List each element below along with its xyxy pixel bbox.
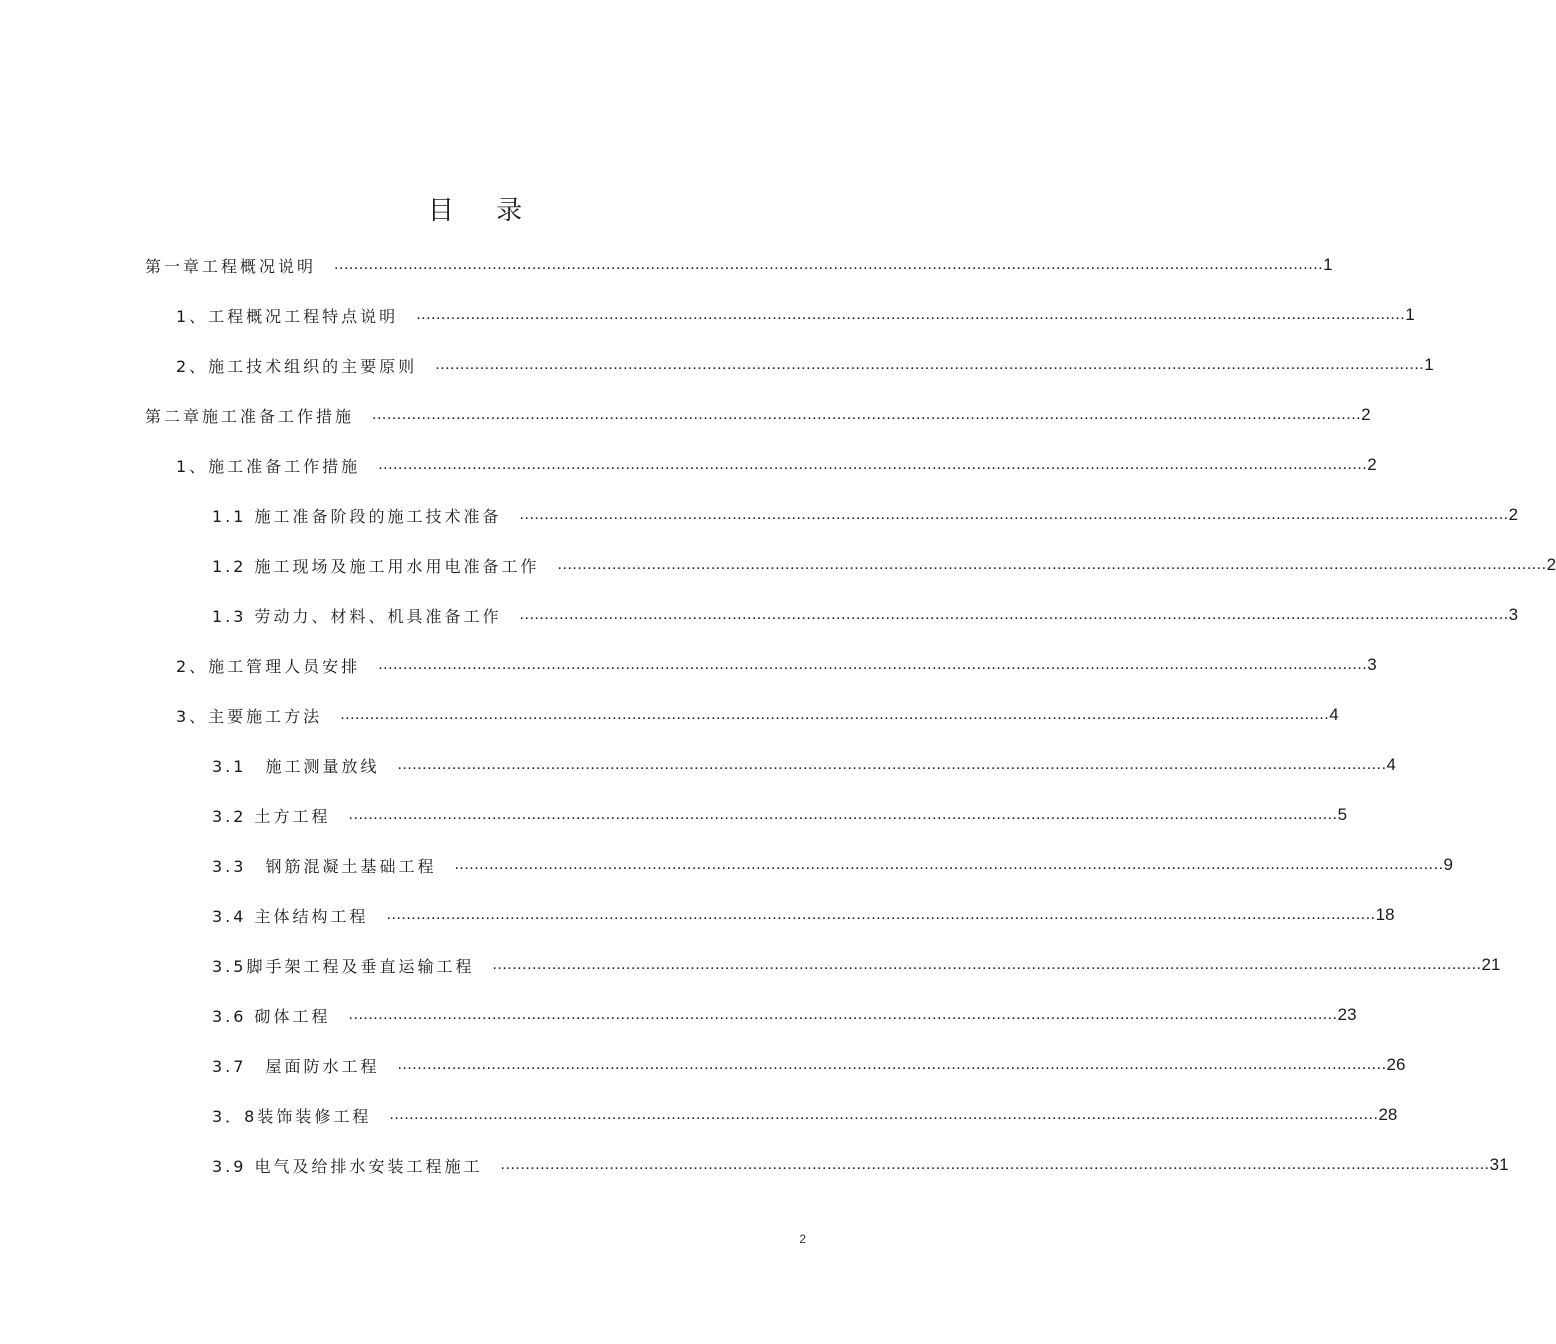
toc-entry-label: 1.1 施工准备阶段的施工技术准备 [212,506,502,526]
toc-leader-dots: ........................................................................................................................................................................................................ [397,756,1387,773]
toc-entry-label: 3.9 电气及给排水安装工程施工 [212,1156,483,1176]
page-title [0,190,950,227]
toc-entry[interactable] [212,800,1348,830]
toc-entry-page: 28 [1378,1105,1398,1124]
toc-entry[interactable] [176,350,1434,380]
toc-leader-dots: ........................................................................................................................................................................................................ [500,1156,1490,1173]
toc-entry-page: 18 [1375,905,1395,924]
toc-entry-page: 2 [1361,405,1371,424]
toc-entry[interactable] [212,900,1395,930]
toc-entry[interactable] [212,550,1556,580]
toc-entry-label: 3.6 砌体工程 [212,1006,331,1026]
toc-entry-label: 3、主要施工方法 [176,706,323,726]
toc-entry-label: 3.3 钢筋混凝土基础工程 [212,856,437,876]
toc-entry[interactable] [212,1050,1406,1080]
toc-leader-dots: ........................................................................................................................................................................................................ [435,356,1425,373]
toc-leader-dots: ........................................................................................................................................................................................................ [378,456,1368,473]
toc-entry-label: 3.5脚手架工程及垂直运输工程 [212,956,475,976]
toc-entry-label: 3.2 土方工程 [212,806,331,826]
toc-leader-dots: ........................................................................................................................................................................................................ [372,406,1362,423]
toc-leader-dots: ........................................................................................................................................................................................................ [397,1056,1387,1073]
toc-entry-page: 3 [1367,655,1377,674]
toc-leader-dots: ........................................................................................................................................................................................................ [386,906,1376,923]
toc-entry-label: 1.2 施工现场及施工用水用电准备工作 [212,556,540,576]
toc-entry-page: 9 [1443,855,1453,874]
toc-entry-label: 1、工程概况工程特点说明 [176,306,399,326]
toc-entry-page: 26 [1386,1055,1406,1074]
toc-entry-page: 4 [1386,755,1396,774]
toc-entry-page: 1 [1405,305,1415,324]
toc-entry-page: 2 [1546,555,1556,574]
toc-entry-page: 4 [1329,705,1339,724]
toc-entry-label: 第二章施工准备工作措施 [145,406,355,426]
toc-entry-label: 3.1 施工测量放线 [212,756,380,776]
toc-leader-dots: ........................................................................................................................................................................................................ [348,1006,1338,1023]
toc-entry[interactable] [212,750,1396,780]
toc-entry[interactable] [212,500,1519,530]
title-char-1: 目 [427,196,454,226]
toc-leader-dots: ........................................................................................................................................................................................................ [519,606,1509,623]
toc-entry-page: 23 [1337,1005,1357,1024]
toc-entry[interactable] [145,250,1333,280]
page-number: 2 [799,1232,806,1246]
toc-entry-label: 1、施工准备工作措施 [176,456,361,476]
toc-leader-dots: ........................................................................................................................................................................................................ [557,556,1547,573]
toc-leader-dots: ........................................................................................................................................................................................................ [389,1106,1379,1123]
toc-entry-label: 2、施工管理人员安排 [176,656,361,676]
toc-entry[interactable] [212,1000,1357,1030]
toc-leader-dots: ........................................................................................................................................................................................................ [519,506,1509,523]
toc-entry[interactable] [176,700,1339,730]
toc-entry-page: 5 [1337,805,1348,824]
toc-entry[interactable] [145,400,1371,430]
toc-entry-page: 1 [1323,255,1333,274]
toc-entry-page: 2 [1367,455,1377,474]
toc-entry[interactable] [212,850,1453,880]
toc-leader-dots: ........................................................................................................................................................................................................ [378,656,1368,673]
toc-entry-label: 3．8装饰装修工程 [212,1106,372,1126]
toc-entry[interactable] [212,600,1519,630]
toc-leader-dots: ........................................................................................................................................................................................................ [348,806,1338,823]
toc-entry[interactable] [176,650,1377,680]
toc-leader-dots: ........................................................................................................................................................................................................ [334,256,1324,273]
toc-entry-label: 3.4 主体结构工程 [212,906,369,926]
toc-entry-page: 1 [1424,355,1434,374]
toc-entry[interactable] [212,1150,1509,1180]
toc-entry-page: 2 [1508,505,1519,524]
toc-entry[interactable] [212,1100,1398,1130]
toc-leader-dots: ........................................................................................................................................................................................................ [454,856,1444,873]
toc-entry-label: 3.7 屋面防水工程 [212,1056,380,1076]
toc-entry-label: 第一章工程概况说明 [145,256,317,276]
title-char-2: 录 [496,196,523,226]
toc-entry[interactable] [176,450,1377,480]
toc-entry-page: 31 [1489,1155,1509,1174]
toc-entry[interactable] [176,300,1415,330]
toc-leader-dots: ........................................................................................................................................................................................................ [416,306,1406,323]
toc-entry-page: 21 [1481,955,1501,974]
toc-leader-dots: ........................................................................................................................................................................................................ [492,956,1482,973]
toc-leader-dots: ........................................................................................................................................................................................................ [340,706,1330,723]
toc-entry-page: 3 [1508,605,1519,624]
toc-entry-label: 1.3 劳动力、材料、机具准备工作 [212,606,502,626]
toc-entry[interactable] [212,950,1501,980]
toc-entry-label: 2、施工技术组织的主要原则 [176,356,418,376]
